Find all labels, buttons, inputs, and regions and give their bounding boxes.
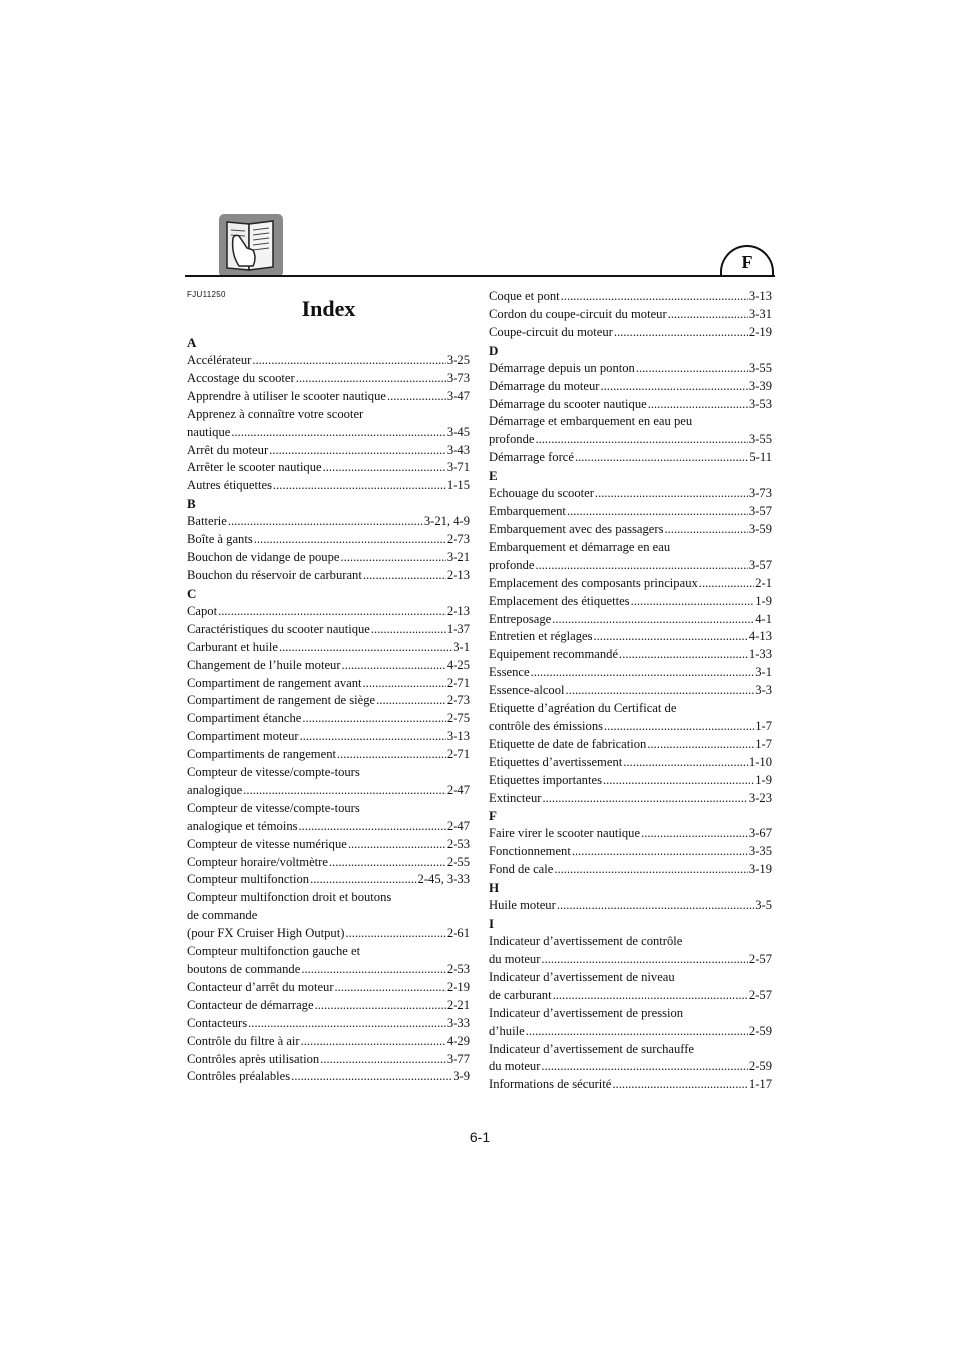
index-entry-page: 3-39 (748, 378, 772, 393)
index-column-right (489, 288, 772, 1094)
index-entry-page: 3-1 (755, 665, 772, 680)
language-tab: F (720, 245, 774, 275)
index-entry-term: Contacteur d’arrêt du moteur (187, 979, 334, 994)
index-entry (489, 1023, 772, 1041)
dot-leader (612, 1076, 748, 1094)
index-entry-page: 3-67 (748, 826, 772, 841)
dot-leader (243, 782, 446, 800)
index-entry (489, 431, 772, 449)
index-entry (489, 360, 772, 378)
dot-leader (665, 521, 748, 539)
index-entry-term: Essence-alcool (489, 683, 565, 698)
index-entry (489, 628, 772, 646)
index-entry-term: de carburant (489, 987, 552, 1002)
dot-leader (291, 1068, 452, 1086)
index-entry-page: 3-13 (446, 729, 470, 744)
dot-leader (647, 736, 754, 754)
index-entry-page: 2-55 (446, 854, 470, 869)
index-entry-page: 2-13 (446, 603, 470, 618)
index-entry-page: 3-9 (453, 1069, 470, 1084)
index-entry-continued: Indicateur d’avertissement de niveau (489, 969, 675, 984)
index-entry-term: Etiquettes importantes (489, 772, 602, 787)
index-entry (187, 549, 470, 567)
index-entry-page: 3-71 (446, 460, 470, 475)
dot-leader (323, 459, 446, 477)
index-entry (187, 388, 470, 406)
index-entry (187, 513, 470, 531)
index-entry-page: 3-57 (748, 504, 772, 519)
index-entry-term: Accostage du scooter (187, 370, 295, 385)
index-entry-term: Etiquette de date de fabrication (489, 736, 647, 751)
dot-leader (561, 288, 748, 306)
index-entry-page: 3-3 (755, 683, 772, 698)
index-entry (187, 567, 470, 585)
dot-leader (554, 861, 748, 879)
index-entry-term: Changement de l’huile moteur (187, 657, 341, 672)
index-entry-continued: Compteur de vitesse/compte-tours (187, 800, 360, 815)
index-entry (187, 657, 470, 675)
index-entry-term: Fonctionnement (489, 844, 571, 859)
index-entry-term: du moteur (489, 1059, 541, 1074)
dot-leader (594, 628, 748, 646)
index-entry-page: 3-73 (748, 486, 772, 501)
index-entry (187, 961, 470, 979)
index-entry-term: Capot (187, 603, 218, 618)
index-entry-page: 3-55 (748, 360, 772, 375)
index-entry-term: contrôle des émissions (489, 718, 604, 733)
index-entry-page: 2-19 (748, 324, 772, 339)
index-entry (187, 746, 470, 764)
dot-leader (248, 1015, 446, 1033)
dot-leader (299, 818, 446, 836)
index-letter-heading: D (489, 342, 499, 358)
index-entry (187, 710, 470, 728)
index-entry-term: Echouage du scooter (489, 486, 594, 501)
index-entry-page: 2-53 (446, 836, 470, 851)
index-entry-page: 3-35 (748, 844, 772, 859)
index-entry (489, 1076, 772, 1094)
index-entry (187, 675, 470, 693)
index-entry-continued: Compteur multifonction droit et boutons (187, 890, 392, 905)
index-entry-page: 3-31 (748, 306, 772, 321)
index-entry-page: 1-33 (748, 647, 772, 662)
index-entry (489, 951, 772, 969)
dot-leader (302, 710, 446, 728)
index-entry-term: Contrôle du filtre à air (187, 1033, 300, 1048)
index-entry-term: Coupe-circuit du moteur (489, 324, 613, 339)
dot-leader (603, 772, 754, 790)
index-entry-term: Bouchon de vidange de poupe (187, 550, 340, 565)
index-entry-page: 2-59 (748, 1059, 772, 1074)
index-entry (489, 897, 772, 915)
index-entry (187, 603, 470, 621)
index-entry-term: Extincteur (489, 790, 542, 805)
index-entry-term: Entretien et réglages (489, 629, 593, 644)
dot-leader (310, 871, 416, 889)
dot-leader (371, 621, 446, 639)
index-entry-term: Compartiments de rangement (187, 747, 336, 762)
index-entry-page: 3-5 (755, 898, 772, 913)
index-entry (187, 1068, 470, 1086)
index-entry-term: Compteur multifonction (187, 872, 310, 887)
index-entry-term: Fond de cale (489, 862, 554, 877)
index-entry-term: analogique et témoins (187, 818, 298, 833)
index-entry (187, 782, 470, 800)
dot-leader (337, 746, 446, 764)
index-entry-page: 1-17 (748, 1077, 772, 1092)
index-entry-term: du moteur (489, 952, 541, 966)
index-entry-term: Contrôles préalables (187, 1069, 291, 1084)
index-entry-term: Contacteur de démarrage (187, 997, 314, 1012)
index-entry-page: 3-43 (446, 442, 470, 457)
index-entry (187, 728, 470, 746)
index-entry-continued: Etiquette d’agréation du Certificat de (489, 701, 677, 716)
index-entry-continued: Compteur multifonction gauche et (187, 944, 361, 959)
dot-leader (566, 682, 755, 700)
index-entry (489, 987, 772, 1005)
index-entry-term: analogique (187, 782, 243, 797)
index-entry-term: Huile moteur (489, 898, 556, 913)
index-entry (187, 871, 470, 889)
dot-leader (699, 575, 754, 593)
index-entry-page: 3-55 (748, 432, 772, 447)
index-entry-term: Apprendre à utiliser le scooter nautique (187, 388, 386, 403)
doc-code: FJU11250 (187, 290, 226, 299)
index-entry (489, 664, 772, 682)
index-letter-heading: H (489, 880, 500, 896)
index-entry-page: 1-37 (446, 621, 470, 636)
dot-leader (595, 485, 748, 503)
index-entry (187, 639, 470, 657)
dot-leader (348, 836, 446, 854)
index-entry-continued: Embarquement et démarrage en eau (489, 539, 671, 554)
dot-leader (526, 1023, 748, 1041)
index-entry-page: 2-73 (446, 532, 470, 547)
dot-leader (531, 664, 755, 682)
index-entry-page: 4-13 (748, 629, 772, 644)
index-entry-term: Démarrage du scooter nautique (489, 396, 647, 411)
index-column-left (187, 334, 470, 1086)
index-entry (489, 790, 772, 808)
index-entry-term: Arrêt du moteur (187, 442, 269, 457)
index-entry-term: Accélérateur (187, 353, 252, 367)
dot-leader (614, 324, 748, 342)
index-entry (187, 818, 470, 836)
index-entry-page: 1-15 (446, 478, 470, 493)
dot-leader (342, 657, 446, 675)
dot-leader (252, 352, 446, 370)
index-entry-term: Emplacement des étiquettes (489, 593, 630, 608)
index-entry-page: 4-1 (755, 611, 772, 626)
book-hand-icon (219, 214, 283, 277)
index-entry-page: 3-57 (748, 557, 772, 572)
index-entry-page: 3-21, 4-9 (423, 514, 470, 529)
index-entry (489, 593, 772, 611)
dot-leader (557, 897, 754, 915)
index-entry-term: Batterie (187, 514, 227, 529)
index-entry-continued: Démarrage et embarquement en eau peu (489, 414, 693, 429)
index-entry-term: profonde (489, 557, 535, 572)
index-letter-heading: I (489, 916, 495, 932)
index-entry (489, 288, 772, 306)
index-entry-page: 2-73 (446, 693, 470, 708)
index-entry-page: 2-57 (748, 987, 772, 1002)
index-entry-term: Compteur horaire/voltmètre (187, 854, 328, 869)
index-entry-term: Cordon du coupe-circuit du moteur (489, 306, 667, 321)
index-entry-term: Coque et pont (489, 289, 560, 303)
index-entry-continued: de commande (187, 908, 258, 923)
index-entry (489, 324, 772, 342)
index-entry-page: 2-57 (748, 952, 772, 966)
index-entry (187, 531, 470, 549)
index-entry-term: Contacteurs (187, 1015, 248, 1030)
header-rule (185, 275, 775, 277)
index-entry (187, 1051, 470, 1069)
dot-leader (231, 424, 446, 442)
dot-leader (542, 790, 747, 808)
index-entry (187, 997, 470, 1015)
dot-leader (631, 593, 755, 611)
index-entry-term: boutons de commande (187, 962, 301, 976)
dot-leader (228, 513, 423, 531)
index-entry (489, 557, 772, 575)
dot-leader (376, 692, 446, 710)
dot-leader (273, 477, 446, 495)
dot-leader (567, 503, 748, 521)
index-entry (187, 370, 470, 388)
dot-leader (218, 603, 446, 621)
index-entry-page: 5-11 (749, 450, 772, 465)
index-entry-page: 3-33 (446, 1015, 470, 1030)
index-entry-page: 1-9 (755, 593, 772, 608)
index-entry-page: 2-53 (446, 962, 470, 976)
index-entry (489, 306, 772, 324)
dot-leader (301, 961, 446, 979)
dot-leader (363, 567, 446, 585)
dot-leader (320, 1051, 446, 1069)
index-entry-term: Contrôles après utilisation (187, 1051, 320, 1066)
index-entry (489, 396, 772, 414)
dot-leader (553, 987, 748, 1005)
index-entry-continued: Indicateur d’avertissement de pression (489, 1005, 684, 1020)
dot-leader (535, 431, 747, 449)
dot-leader (363, 675, 446, 693)
index-entry (489, 736, 772, 754)
index-entry-term: Compartiment de rangement de siège (187, 693, 376, 708)
index-entry-page: 2-45, 3-33 (417, 872, 470, 887)
index-entry-page: 3-23 (748, 790, 772, 805)
index-entry-term: Démarrage depuis un ponton (489, 360, 635, 375)
index-entry (489, 825, 772, 843)
index-letter-heading: C (187, 585, 197, 601)
index-entry (489, 861, 772, 879)
index-entry-term: Faire virer le scooter nautique (489, 826, 641, 841)
index-entry-page: 2-19 (446, 979, 470, 994)
dot-leader (269, 442, 446, 460)
index-entry-page: 1-7 (755, 718, 772, 733)
index-entry-page: 2-47 (446, 782, 470, 797)
page-number: 6-1 (469, 1129, 491, 1145)
index-entry-term: Embarquement (489, 504, 566, 519)
index-entry (489, 1058, 772, 1076)
index-entry-term: Compartiment étanche (187, 711, 302, 726)
index-letter-heading: F (489, 808, 497, 824)
index-entry (187, 621, 470, 639)
index-entry-continued: Indicateur d’avertissement de contrôle (489, 934, 683, 949)
index-entry-page: 2-21 (446, 997, 470, 1012)
index-entry (187, 979, 470, 997)
index-entry-page: 1-10 (748, 754, 772, 769)
index-entry-term: Embarquement avec des passagers (489, 521, 664, 536)
index-entry-page: 3-19 (748, 862, 772, 877)
index-entry-page: 1-9 (755, 772, 772, 787)
index-entry-page: 2-71 (446, 747, 470, 762)
dot-leader (345, 925, 445, 943)
index-entry-continued: Compteur de vitesse/compte-tours (187, 765, 360, 780)
index-entry-page: 4-29 (446, 1033, 470, 1048)
index-letter-heading: A (187, 335, 197, 350)
index-entry-page: 2-59 (748, 1023, 772, 1038)
index-entry-term: Carburant et huile (187, 639, 278, 654)
index-entry (489, 611, 772, 629)
index-entry (489, 772, 772, 790)
index-entry-page: 3-53 (748, 396, 772, 411)
dot-leader (254, 531, 446, 549)
dot-leader (619, 646, 748, 664)
page-title: Index (301, 296, 356, 321)
index-entry-page: 3-1 (453, 639, 470, 654)
index-entry-page: 2-1 (755, 575, 772, 590)
index-entry (489, 754, 772, 772)
index-entry-term: Bouchon du réservoir de carburant (187, 567, 362, 582)
index-entry (187, 459, 470, 477)
index-entry-term: Informations de sécurité (489, 1077, 612, 1092)
index-entry-term: Compteur de vitesse numérique (187, 836, 347, 851)
index-entry (489, 521, 772, 539)
dot-leader (604, 718, 754, 736)
index-entry-term: Boîte à gants (187, 532, 253, 547)
dot-leader (601, 378, 748, 396)
index-entry-term: (pour FX Cruiser High Output) (187, 926, 345, 941)
index-entry (489, 503, 772, 521)
index-entry (187, 424, 470, 442)
dot-leader (315, 997, 446, 1015)
index-entry (489, 682, 772, 700)
dot-leader (301, 1033, 446, 1051)
dot-leader (623, 754, 748, 772)
index-entry (187, 925, 470, 943)
index-entry-term: profonde (489, 432, 535, 447)
index-entry (489, 378, 772, 396)
index-entry-page: 3-25 (446, 353, 470, 367)
dot-leader (296, 370, 446, 388)
index-entry-term: Autres étiquettes (187, 478, 272, 493)
dot-leader (648, 396, 748, 414)
index-entry-term: Caractéristiques du scooter nautique (187, 621, 370, 636)
index-entry (187, 836, 470, 854)
index-entry-page: 2-61 (446, 926, 470, 941)
dot-leader (575, 449, 748, 467)
index-entry-term: Compartiment de rangement avant (187, 675, 362, 690)
dot-leader (300, 728, 446, 746)
dot-leader (641, 825, 748, 843)
index-entry (187, 692, 470, 710)
index-entry-term: Essence (489, 665, 530, 680)
index-entry-page: 3-21 (446, 550, 470, 565)
dot-leader (552, 611, 754, 629)
dot-leader (636, 360, 748, 378)
index-entry-page: 2-75 (446, 711, 470, 726)
dot-leader (572, 843, 748, 861)
dot-leader (541, 1058, 747, 1076)
index-entry (187, 477, 470, 495)
index-entry-page: 3-13 (748, 289, 772, 303)
index-entry-term: Compartiment moteur (187, 729, 299, 744)
index-entry-term: Equipement recommandé (489, 647, 619, 662)
index-entry-continued: Indicateur d’avertissement de surchauffe (489, 1041, 695, 1056)
dot-leader (541, 951, 747, 969)
index-entry-page: 2-13 (446, 567, 470, 582)
index-entry (489, 646, 772, 664)
index-entry-term: Démarrage du moteur (489, 378, 600, 393)
dot-leader (279, 639, 452, 657)
dot-leader (535, 557, 747, 575)
index-entry-page: 4-25 (446, 657, 470, 672)
index-entry-page: 3-45 (446, 424, 470, 439)
dot-leader (335, 979, 446, 997)
index-entry-continued: Apprenez à connaître votre scooter (187, 406, 364, 421)
index-entry (489, 718, 772, 736)
index-letter-heading: B (187, 496, 196, 512)
index-entry-page: 1-7 (755, 736, 772, 751)
index-entry (187, 442, 470, 460)
index-entry-term: nautique (187, 424, 231, 439)
index-entry (187, 1033, 470, 1051)
index-entry (489, 449, 772, 467)
index-entry-term: Emplacement des composants principaux (489, 575, 698, 590)
index-entry-page: 2-47 (446, 818, 470, 833)
index-entry (187, 854, 470, 872)
index-entry-page: 3-47 (446, 388, 470, 403)
index-entry-term: d’huile (489, 1023, 525, 1038)
index-entry-page: 3-77 (446, 1051, 470, 1066)
index-entry-term: Etiquettes d’avertissement (489, 754, 623, 769)
index-entry-term: Entreposage (489, 611, 552, 626)
index-letter-heading: E (489, 468, 498, 484)
index-entry (489, 575, 772, 593)
index-entry (187, 1015, 470, 1033)
dot-leader (329, 854, 446, 872)
index-entry (489, 485, 772, 503)
index-entry-term: Démarrage forcé (489, 450, 574, 465)
index-entry (187, 352, 470, 370)
index-entry-page: 3-73 (446, 370, 470, 385)
index-entry (489, 843, 772, 861)
dot-leader (340, 549, 445, 567)
index-entry-page: 3-59 (748, 521, 772, 536)
dot-leader (387, 388, 446, 406)
index-entry-term: Arrêter le scooter nautique (187, 460, 322, 475)
dot-leader (668, 306, 748, 324)
index-entry-page: 2-71 (446, 675, 470, 690)
